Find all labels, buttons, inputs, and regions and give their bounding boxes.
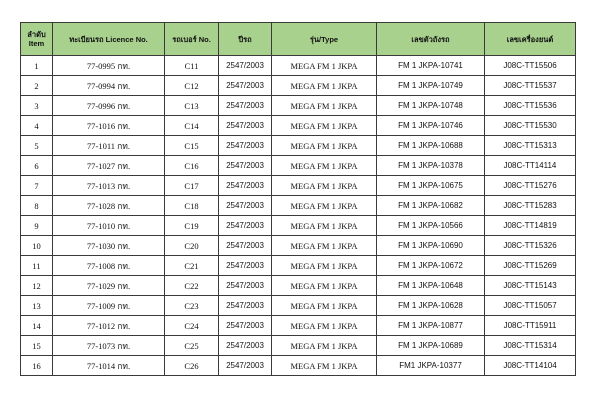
table-row bbox=[21, 96, 576, 116]
cell-chassis: FM 1 JKPA-10628 bbox=[377, 296, 485, 316]
cell-year: 2547/2003 bbox=[219, 76, 272, 96]
cell-licence: 77-1012 กท. bbox=[53, 316, 165, 336]
cell-bus-no: C15 bbox=[165, 136, 219, 156]
cell-model: MEGA FM 1 JKPA bbox=[272, 196, 377, 216]
table-row bbox=[21, 116, 576, 136]
cell-item: 12 bbox=[21, 276, 53, 296]
cell-model: MEGA FM 1 JKPA bbox=[272, 116, 377, 136]
cell-year: 2547/2003 bbox=[219, 356, 272, 376]
cell-engine: J08C-TT15313 bbox=[485, 136, 576, 156]
cell-model: MEGA FM 1 JKPA bbox=[272, 276, 377, 296]
cell-engine: J08C-TT15269 bbox=[485, 256, 576, 276]
cell-model: MEGA FM 1 JKPA bbox=[272, 96, 377, 116]
cell-chassis: FM 1 JKPA-10877 bbox=[377, 316, 485, 336]
cell-engine: J08C-TT15276 bbox=[485, 176, 576, 196]
cell-year: 2547/2003 bbox=[219, 116, 272, 136]
table-row bbox=[21, 216, 576, 236]
cell-licence: 77-1009 กท. bbox=[53, 296, 165, 316]
cell-model: MEGA FM 1 JKPA bbox=[272, 236, 377, 256]
table-row bbox=[21, 316, 576, 336]
cell-item: 6 bbox=[21, 156, 53, 176]
cell-model: MEGA FM 1 JKPA bbox=[272, 296, 377, 316]
cell-licence: 77-1014 กท. bbox=[53, 356, 165, 376]
table-row bbox=[21, 156, 576, 176]
vehicle-list-sheet bbox=[20, 22, 575, 376]
table-row bbox=[21, 56, 576, 76]
header-item-thai: ลำดับ bbox=[27, 30, 46, 39]
cell-chassis: FM 1 JKPA-10741 bbox=[377, 56, 485, 76]
cell-licence: 77-0994 กท. bbox=[53, 76, 165, 96]
vehicle-table bbox=[20, 22, 576, 376]
header-chassis: เลขตัวถังรถ bbox=[377, 23, 485, 56]
cell-bus-no: C20 bbox=[165, 236, 219, 256]
cell-licence: 77-1030 กท. bbox=[53, 236, 165, 256]
cell-bus-no: C21 bbox=[165, 256, 219, 276]
header-bus-no: รถเบอร์ No. bbox=[165, 23, 219, 56]
cell-bus-no: C17 bbox=[165, 176, 219, 196]
cell-bus-no: C16 bbox=[165, 156, 219, 176]
cell-year: 2547/2003 bbox=[219, 96, 272, 116]
table-row bbox=[21, 76, 576, 96]
cell-item: 7 bbox=[21, 176, 53, 196]
cell-licence: 77-1029 กท. bbox=[53, 276, 165, 296]
cell-year: 2547/2003 bbox=[219, 136, 272, 156]
cell-engine: J08C-TT14819 bbox=[485, 216, 576, 236]
cell-year: 2547/2003 bbox=[219, 56, 272, 76]
cell-item: 9 bbox=[21, 216, 53, 236]
cell-year: 2547/2003 bbox=[219, 156, 272, 176]
cell-bus-no: C23 bbox=[165, 296, 219, 316]
cell-engine: J08C-TT15283 bbox=[485, 196, 576, 216]
cell-model: MEGA FM 1 JKPA bbox=[272, 156, 377, 176]
header-item-english: Item bbox=[28, 39, 45, 48]
cell-engine: J08C-TT14114 bbox=[485, 156, 576, 176]
cell-model: MEGA FM 1 JKPA bbox=[272, 216, 377, 236]
cell-bus-no: C13 bbox=[165, 96, 219, 116]
cell-model: MEGA FM 1 JKPA bbox=[272, 356, 377, 376]
cell-licence: 77-1016 กท. bbox=[53, 116, 165, 136]
cell-chassis: FM 1 JKPA-10378 bbox=[377, 156, 485, 176]
cell-engine: J08C-TT15143 bbox=[485, 276, 576, 296]
cell-item: 10 bbox=[21, 236, 53, 256]
cell-model: MEGA FM 1 JKPA bbox=[272, 316, 377, 336]
cell-item: 3 bbox=[21, 96, 53, 116]
cell-model: MEGA FM 1 JKPA bbox=[272, 56, 377, 76]
cell-item: 15 bbox=[21, 336, 53, 356]
header-model: รุ่น/Type bbox=[272, 23, 377, 56]
cell-bus-no: C25 bbox=[165, 336, 219, 356]
table-row bbox=[21, 336, 576, 356]
cell-year: 2547/2003 bbox=[219, 276, 272, 296]
cell-item: 13 bbox=[21, 296, 53, 316]
cell-year: 2547/2003 bbox=[219, 216, 272, 236]
cell-licence: 77-1010 กท. bbox=[53, 216, 165, 236]
cell-item: 5 bbox=[21, 136, 53, 156]
cell-model: MEGA FM 1 JKPA bbox=[272, 256, 377, 276]
cell-engine: J08C-TT15057 bbox=[485, 296, 576, 316]
cell-licence: 77-1013 กท. bbox=[53, 176, 165, 196]
table-row bbox=[21, 276, 576, 296]
cell-chassis: FM 1 JKPA-10748 bbox=[377, 96, 485, 116]
cell-bus-no: C19 bbox=[165, 216, 219, 236]
cell-bus-no: C14 bbox=[165, 116, 219, 136]
cell-bus-no: C22 bbox=[165, 276, 219, 296]
cell-engine: J08C-TT15530 bbox=[485, 116, 576, 136]
table-body bbox=[21, 56, 576, 376]
table-row bbox=[21, 176, 576, 196]
cell-engine: J08C-TT15506 bbox=[485, 56, 576, 76]
cell-chassis: FM 1 JKPA-10672 bbox=[377, 256, 485, 276]
cell-licence: 77-1008 กท. bbox=[53, 256, 165, 276]
cell-bus-no: C26 bbox=[165, 356, 219, 376]
table-row bbox=[21, 196, 576, 216]
cell-bus-no: C18 bbox=[165, 196, 219, 216]
table-row bbox=[21, 256, 576, 276]
header-row bbox=[21, 23, 576, 56]
table-row bbox=[21, 236, 576, 256]
cell-chassis: FM 1 JKPA-10749 bbox=[377, 76, 485, 96]
cell-item: 1 bbox=[21, 56, 53, 76]
cell-engine: J08C-TT15326 bbox=[485, 236, 576, 256]
cell-chassis: FM 1 JKPA-10689 bbox=[377, 336, 485, 356]
cell-item: 8 bbox=[21, 196, 53, 216]
cell-year: 2547/2003 bbox=[219, 176, 272, 196]
cell-chassis: FM 1 JKPA-10675 bbox=[377, 176, 485, 196]
cell-chassis: FM 1 JKPA-10566 bbox=[377, 216, 485, 236]
cell-engine: J08C-TT14104 bbox=[485, 356, 576, 376]
cell-licence: 77-1027 กท. bbox=[53, 156, 165, 176]
cell-bus-no: C11 bbox=[165, 56, 219, 76]
cell-year: 2547/2003 bbox=[219, 336, 272, 356]
cell-licence: 77-1011 กท. bbox=[53, 136, 165, 156]
cell-chassis: FM 1 JKPA-10690 bbox=[377, 236, 485, 256]
cell-year: 2547/2003 bbox=[219, 256, 272, 276]
header-year: ปีรถ bbox=[219, 23, 272, 56]
cell-licence: 77-1028 กท. bbox=[53, 196, 165, 216]
table-row bbox=[21, 296, 576, 316]
cell-bus-no: C12 bbox=[165, 76, 219, 96]
cell-item: 11 bbox=[21, 256, 53, 276]
header-engine: เลขเครื่องยนต์ bbox=[485, 23, 576, 56]
cell-item: 4 bbox=[21, 116, 53, 136]
cell-item: 14 bbox=[21, 316, 53, 336]
cell-licence: 77-0995 กท. bbox=[53, 56, 165, 76]
cell-engine: J08C-TT15314 bbox=[485, 336, 576, 356]
cell-item: 2 bbox=[21, 76, 53, 96]
cell-year: 2547/2003 bbox=[219, 316, 272, 336]
cell-licence: 77-1073 กท. bbox=[53, 336, 165, 356]
cell-engine: J08C-TT15911 bbox=[485, 316, 576, 336]
cell-licence: 77-0996 กท. bbox=[53, 96, 165, 116]
table-header bbox=[21, 23, 576, 56]
cell-engine: J08C-TT15537 bbox=[485, 76, 576, 96]
header-item bbox=[21, 23, 53, 56]
cell-year: 2547/2003 bbox=[219, 236, 272, 256]
header-licence: ทะเบียนรถ Licence No. bbox=[53, 23, 165, 56]
cell-model: MEGA FM 1 JKPA bbox=[272, 76, 377, 96]
cell-model: MEGA FM 1 JKPA bbox=[272, 336, 377, 356]
cell-item: 16 bbox=[21, 356, 53, 376]
cell-model: MEGA FM 1 JKPA bbox=[272, 136, 377, 156]
cell-model: MEGA FM 1 JKPA bbox=[272, 176, 377, 196]
cell-chassis: FM 1 JKPA-10682 bbox=[377, 196, 485, 216]
table-row bbox=[21, 136, 576, 156]
table-row bbox=[21, 356, 576, 376]
cell-engine: J08C-TT15536 bbox=[485, 96, 576, 116]
cell-bus-no: C24 bbox=[165, 316, 219, 336]
cell-year: 2547/2003 bbox=[219, 296, 272, 316]
cell-chassis: FM 1 JKPA-10648 bbox=[377, 276, 485, 296]
cell-chassis: FM 1 JKPA-10746 bbox=[377, 116, 485, 136]
cell-chassis: FM1 JKPA-10377 bbox=[377, 356, 485, 376]
cell-year: 2547/2003 bbox=[219, 196, 272, 216]
cell-chassis: FM 1 JKPA-10688 bbox=[377, 136, 485, 156]
